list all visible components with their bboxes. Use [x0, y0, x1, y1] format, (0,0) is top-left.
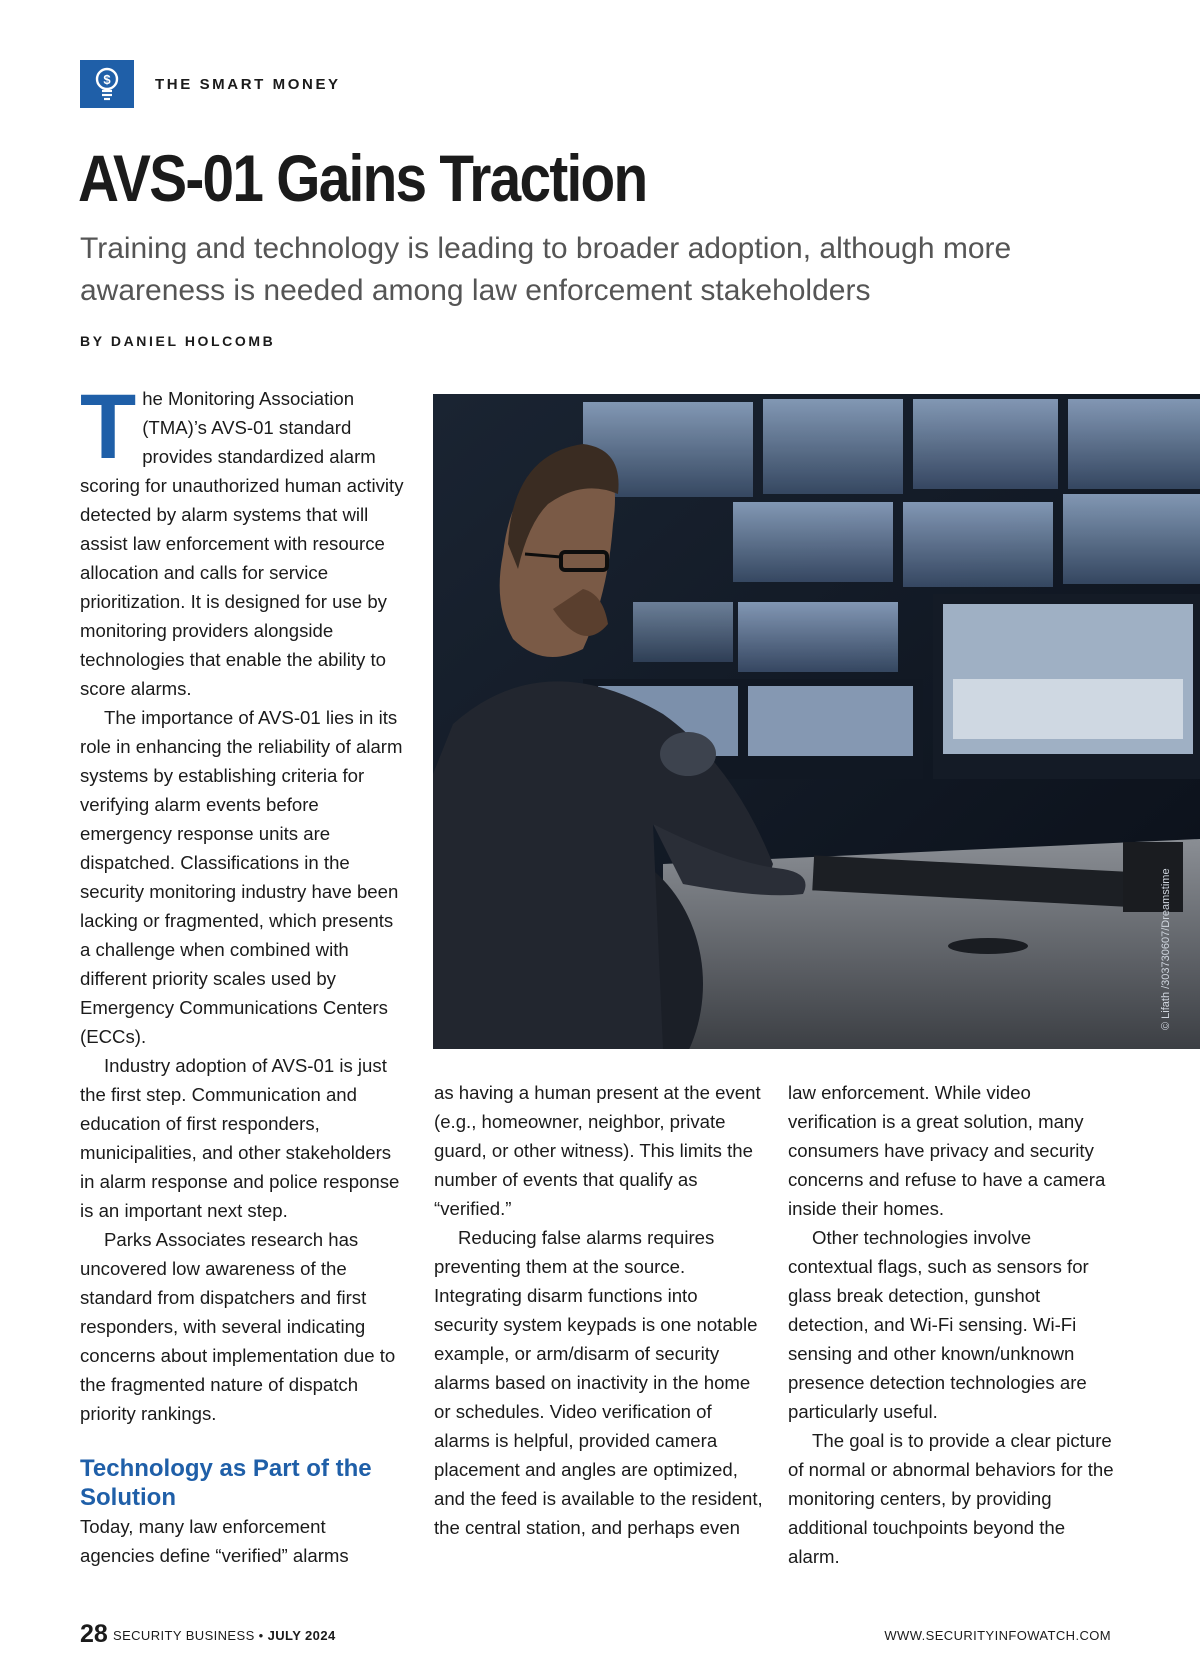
lightbulb-dollar-icon	[80, 60, 134, 108]
issue-date: JULY 2024	[267, 1628, 336, 1643]
folio-separator: •	[258, 1628, 264, 1643]
paragraph: law enforcement. While video verification is a great solution, many consumers have privacy and security concerns and refuse to have a camera inside their homes.	[788, 1082, 1106, 1219]
section-label: THE SMART MONEY	[155, 76, 341, 93]
byline: BY DANIEL HOLCOMB	[80, 333, 276, 349]
paragraph: Reducing false alarms requires preventing them at the source. Integrating disarm functions into security system keypads is one notable example, or arm/disarm of security alarms based on inactivity in the home or schedules. Video verification of alarms is helpful, provided camera placement and angles are optimized, and the feed is available to the resident, the central station, and perhaps even	[434, 1227, 763, 1538]
paragraph: The goal is to provide a clear picture of normal or abnormal behaviors for the monitoring centers, by providing additional touchpoints beyond the alarm.	[788, 1430, 1114, 1567]
article-column-3	[788, 1078, 1118, 1571]
footer-folio	[113, 1628, 336, 1643]
paragraph: Parks Associates research has uncovered low awareness of the standard from dispatchers and first responders, with several indicating concerns about implementation due to the fragmented nature of dispatch priority rankings.	[80, 1229, 396, 1424]
paragraph: Today, many law enforcement agencies define “verified” alarms	[80, 1516, 349, 1566]
paragraph: Industry adoption of AVS-01 is just the first step. Communication and education of first responders, municipalities, and other stakeholders in alarm response and police response is an important next step.	[80, 1055, 400, 1221]
drop-cap: T	[80, 376, 137, 478]
paragraph: The importance of AVS-01 lies in its role in enhancing the reliability of alarm systems by establishing criteria for verifying alarm events before emergency response units are dispatched. Classifications in the security monitoring industry have been lacking or fragmented, which presents a challenge when combined with different priority scales used by Emergency Communications Centers (ECCs).	[80, 707, 403, 1047]
page-number: 28	[80, 1620, 108, 1648]
magazine-name: SECURITY BUSINESS	[113, 1628, 255, 1643]
paragraph: as having a human present at the event (e.g., homeowner, neighbor, private guard, or other witness). This limits the number of events that qualify as “verified.”	[434, 1082, 761, 1219]
article-column-2	[434, 1078, 764, 1542]
article-photo	[433, 394, 1200, 1049]
article-column-1	[80, 376, 404, 1570]
article-title: AVS-01 Gains Traction	[78, 141, 647, 215]
section-subhead: Technology as Part of the Solution	[80, 1455, 372, 1511]
photo-credit: © Lifath /303730607/Dreamstime	[1160, 868, 1172, 1030]
svg-text:$: $	[103, 72, 111, 87]
paragraph	[80, 376, 404, 703]
footer-url: WWW.SECURITYINFOWATCH.COM	[884, 1628, 1111, 1643]
article-dek: Training and technology is leading to broader adoption, although more awareness is needed among law enforcement stakeholders	[80, 232, 1012, 307]
paragraph-text: he Monitoring Association (TMA)’s AVS-01 standard provides standardized alarm scoring for unauthorized human activity detected by alarm systems that will assist law enforcement with resource allocation and calls for service prioritization. It is designed for use by monitoring providers alongside technologies that enable the ability to score alarms.	[80, 388, 404, 699]
paragraph: Other technologies involve contextual flags, such as sensors for glass break detection, gunshot detection, and Wi-Fi sensing. Wi-Fi sensing and other known/unknown presence detection technologies are particularly useful.	[788, 1227, 1089, 1422]
